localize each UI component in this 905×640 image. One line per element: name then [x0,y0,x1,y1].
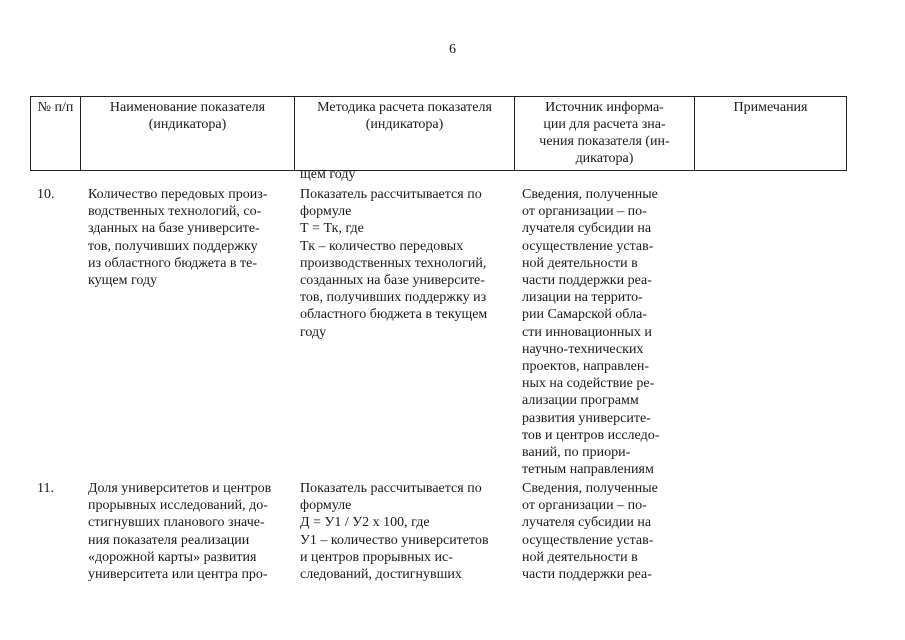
calculation-method: Показатель рассчитывается по формуле Т = Тк, где Тк – количество передовых производственных технологий, созданных на базе университе- тов, получивших поддержку из областного бюджета в текущем году [300,187,488,340]
information-source: Сведения, полученные от организации – по- лучателя субсидии на осуществление устав- ной деятельности в части поддержки реа- лизации на террито- рии Самарской обла- сти инновационных и научно-технических проектов, направлен- ных на содействие ре- ализации программ развития университе- тов и центров исследо- ваний, по приори- тетным направлениям [522,187,660,478]
row-number: 10. [37,187,55,202]
header-notes: Примечания [695,97,847,171]
header-name: Наименование показателя (индикатора) [81,97,295,171]
header-method: Методика расчета показателя (индикатора) [295,97,515,171]
table-header [30,96,847,171]
row-number: 11. [37,481,54,496]
indicator-name: Количество передовых произ- водственных технологий, со- зданных на базе университе- тов, получивших поддержку из областного бюджета в те- кущем году [88,187,268,289]
header-source: Источник информа- ции для расчета зна- чения показателя (ин- дикатора) [515,97,695,171]
calculation-method: Показатель рассчитывается по формуле Д = У1 / У2 х 100, где У1 – количество университетов и центров прорывных ис- следований, достигнувших [300,481,489,583]
information-source: Сведения, полученные от организации – по- лучателя субсидии на осуществление устав- ной деятельности в части поддержки реа- [522,481,658,583]
page-number: 6 [449,42,456,57]
table-header-row [31,97,847,171]
header-num: № п/п [31,97,81,171]
carryover-text: щем году [300,167,356,182]
indicator-name: Доля университетов и центров прорывных исследований, до- стигнувших планового значе- ния показателя реализации «дорожной карты» развития университета или центра про- [88,481,272,583]
